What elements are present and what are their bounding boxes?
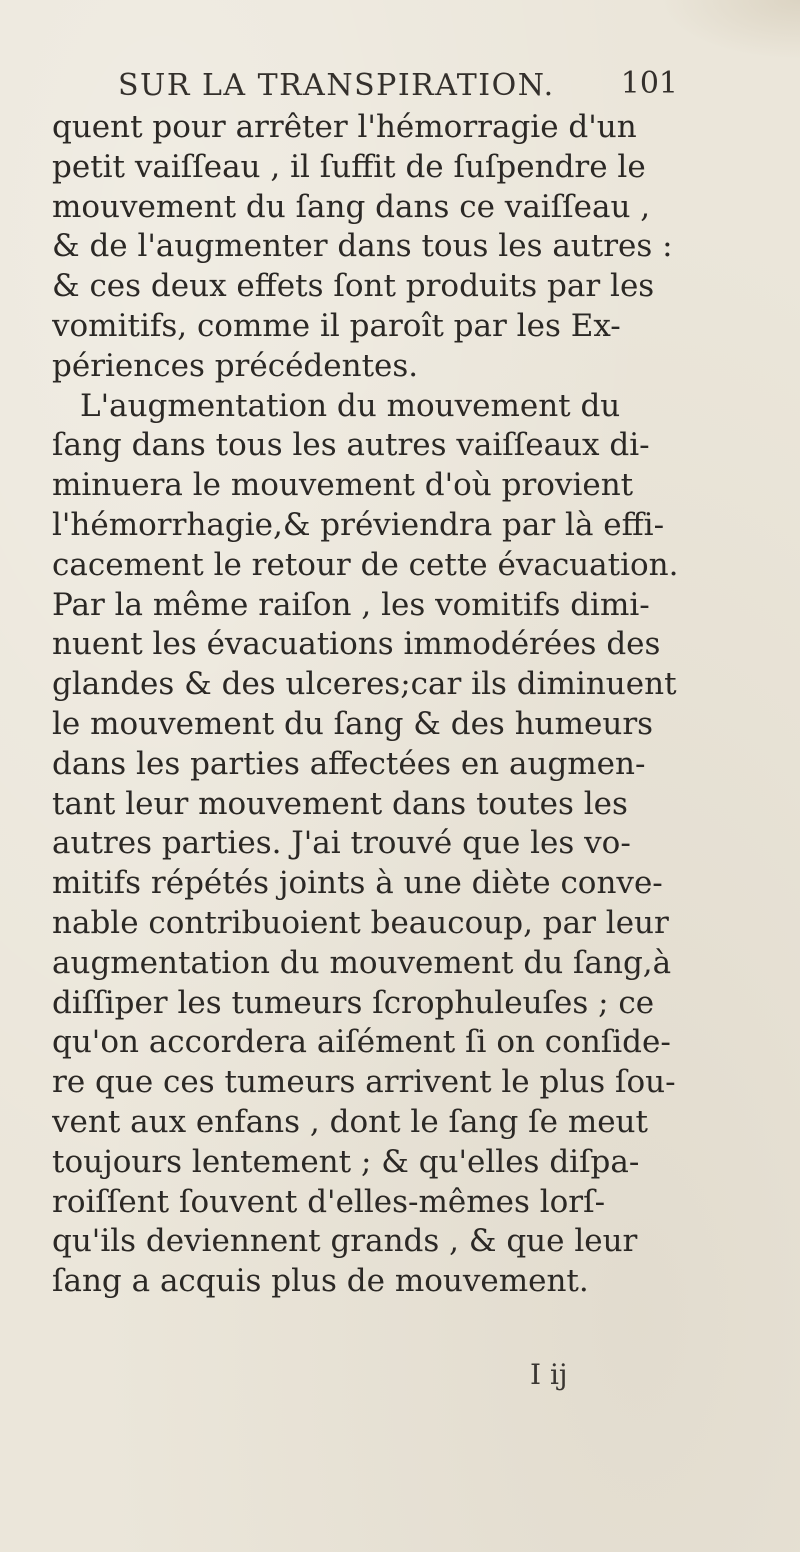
text-line: dans les parties affectées en augmen- — [52, 745, 646, 782]
body-text — [52, 108, 688, 1302]
text-line: toujours lentement ; & qu'elles diſpa- — [52, 1143, 640, 1180]
signature-mark: I ij — [530, 1358, 568, 1391]
text-line: glandes & des ulceres;car ils diminuent — [52, 666, 677, 703]
text-line: minuera le mouvement d'où provient — [52, 467, 634, 504]
text-line: périences précédentes. — [52, 347, 419, 384]
text-line: tant leur mouvement dans toutes les — [52, 785, 628, 822]
text-line: nuent les évacuations immodérées des — [52, 626, 661, 663]
running-title: SUR LA TRANSPIRATION. — [118, 68, 555, 103]
text-line: Par la même raiſon , les vomitifs dimi- — [52, 586, 650, 623]
text-line: quent pour arrêter l'hémorragie d'un — [52, 109, 637, 145]
text-line: l'hémorrhagie,& préviendra par là effi- — [52, 506, 665, 543]
text-line: mouvement du ſang dans ce vaiſſeau , — [52, 188, 651, 225]
text-line: ſang a acquis plus de mouvement. — [52, 1263, 589, 1300]
text-line: petit vaiſſeau , il ſuffit de ſuſpendre le — [52, 148, 646, 185]
text-line: mitifs répétés joints à une diète conve- — [52, 865, 663, 902]
page-number: 101 — [620, 66, 678, 101]
text-line: cacement le retour de cette évacuation. — [52, 546, 679, 583]
text-line: & de l'augmenter dans tous les autres : — [52, 228, 673, 265]
text-line: & ces deux effets ſont produits par les — [52, 268, 655, 305]
text-line: diſſiper les tumeurs ſcrophuleuſes ; ce — [52, 984, 655, 1021]
text-line: vomitifs, comme il paroît par les Ex- — [52, 307, 621, 344]
text-line: L'augmentation du mouvement du — [80, 387, 621, 424]
text-line: augmentation du mouvement du ſang,à — [52, 944, 672, 981]
text-line: ſang dans tous les autres vaiſſeaux di- — [52, 427, 650, 464]
running-head — [118, 68, 678, 108]
text-line: qu'on accordera aiſément ſi on conſide- — [52, 1024, 671, 1061]
text-line: qu'ils deviennent grands , & que leur — [52, 1223, 638, 1260]
text-line: autres parties. J'ai trouvé que les vo- — [52, 825, 631, 862]
text-line: roiſſent ſouvent d'elles-mêmes lorſ- — [52, 1183, 606, 1220]
paper-stain — [660, 0, 800, 60]
text-line: le mouvement du ſang & des humeurs — [52, 705, 654, 742]
text-line: nable contribuoient beaucoup, par leur — [52, 904, 669, 941]
text-line: re que ces tumeurs arrivent le plus ſou- — [52, 1064, 676, 1101]
text-line: vent aux enfans , dont le ſang ſe meut — [52, 1103, 648, 1140]
